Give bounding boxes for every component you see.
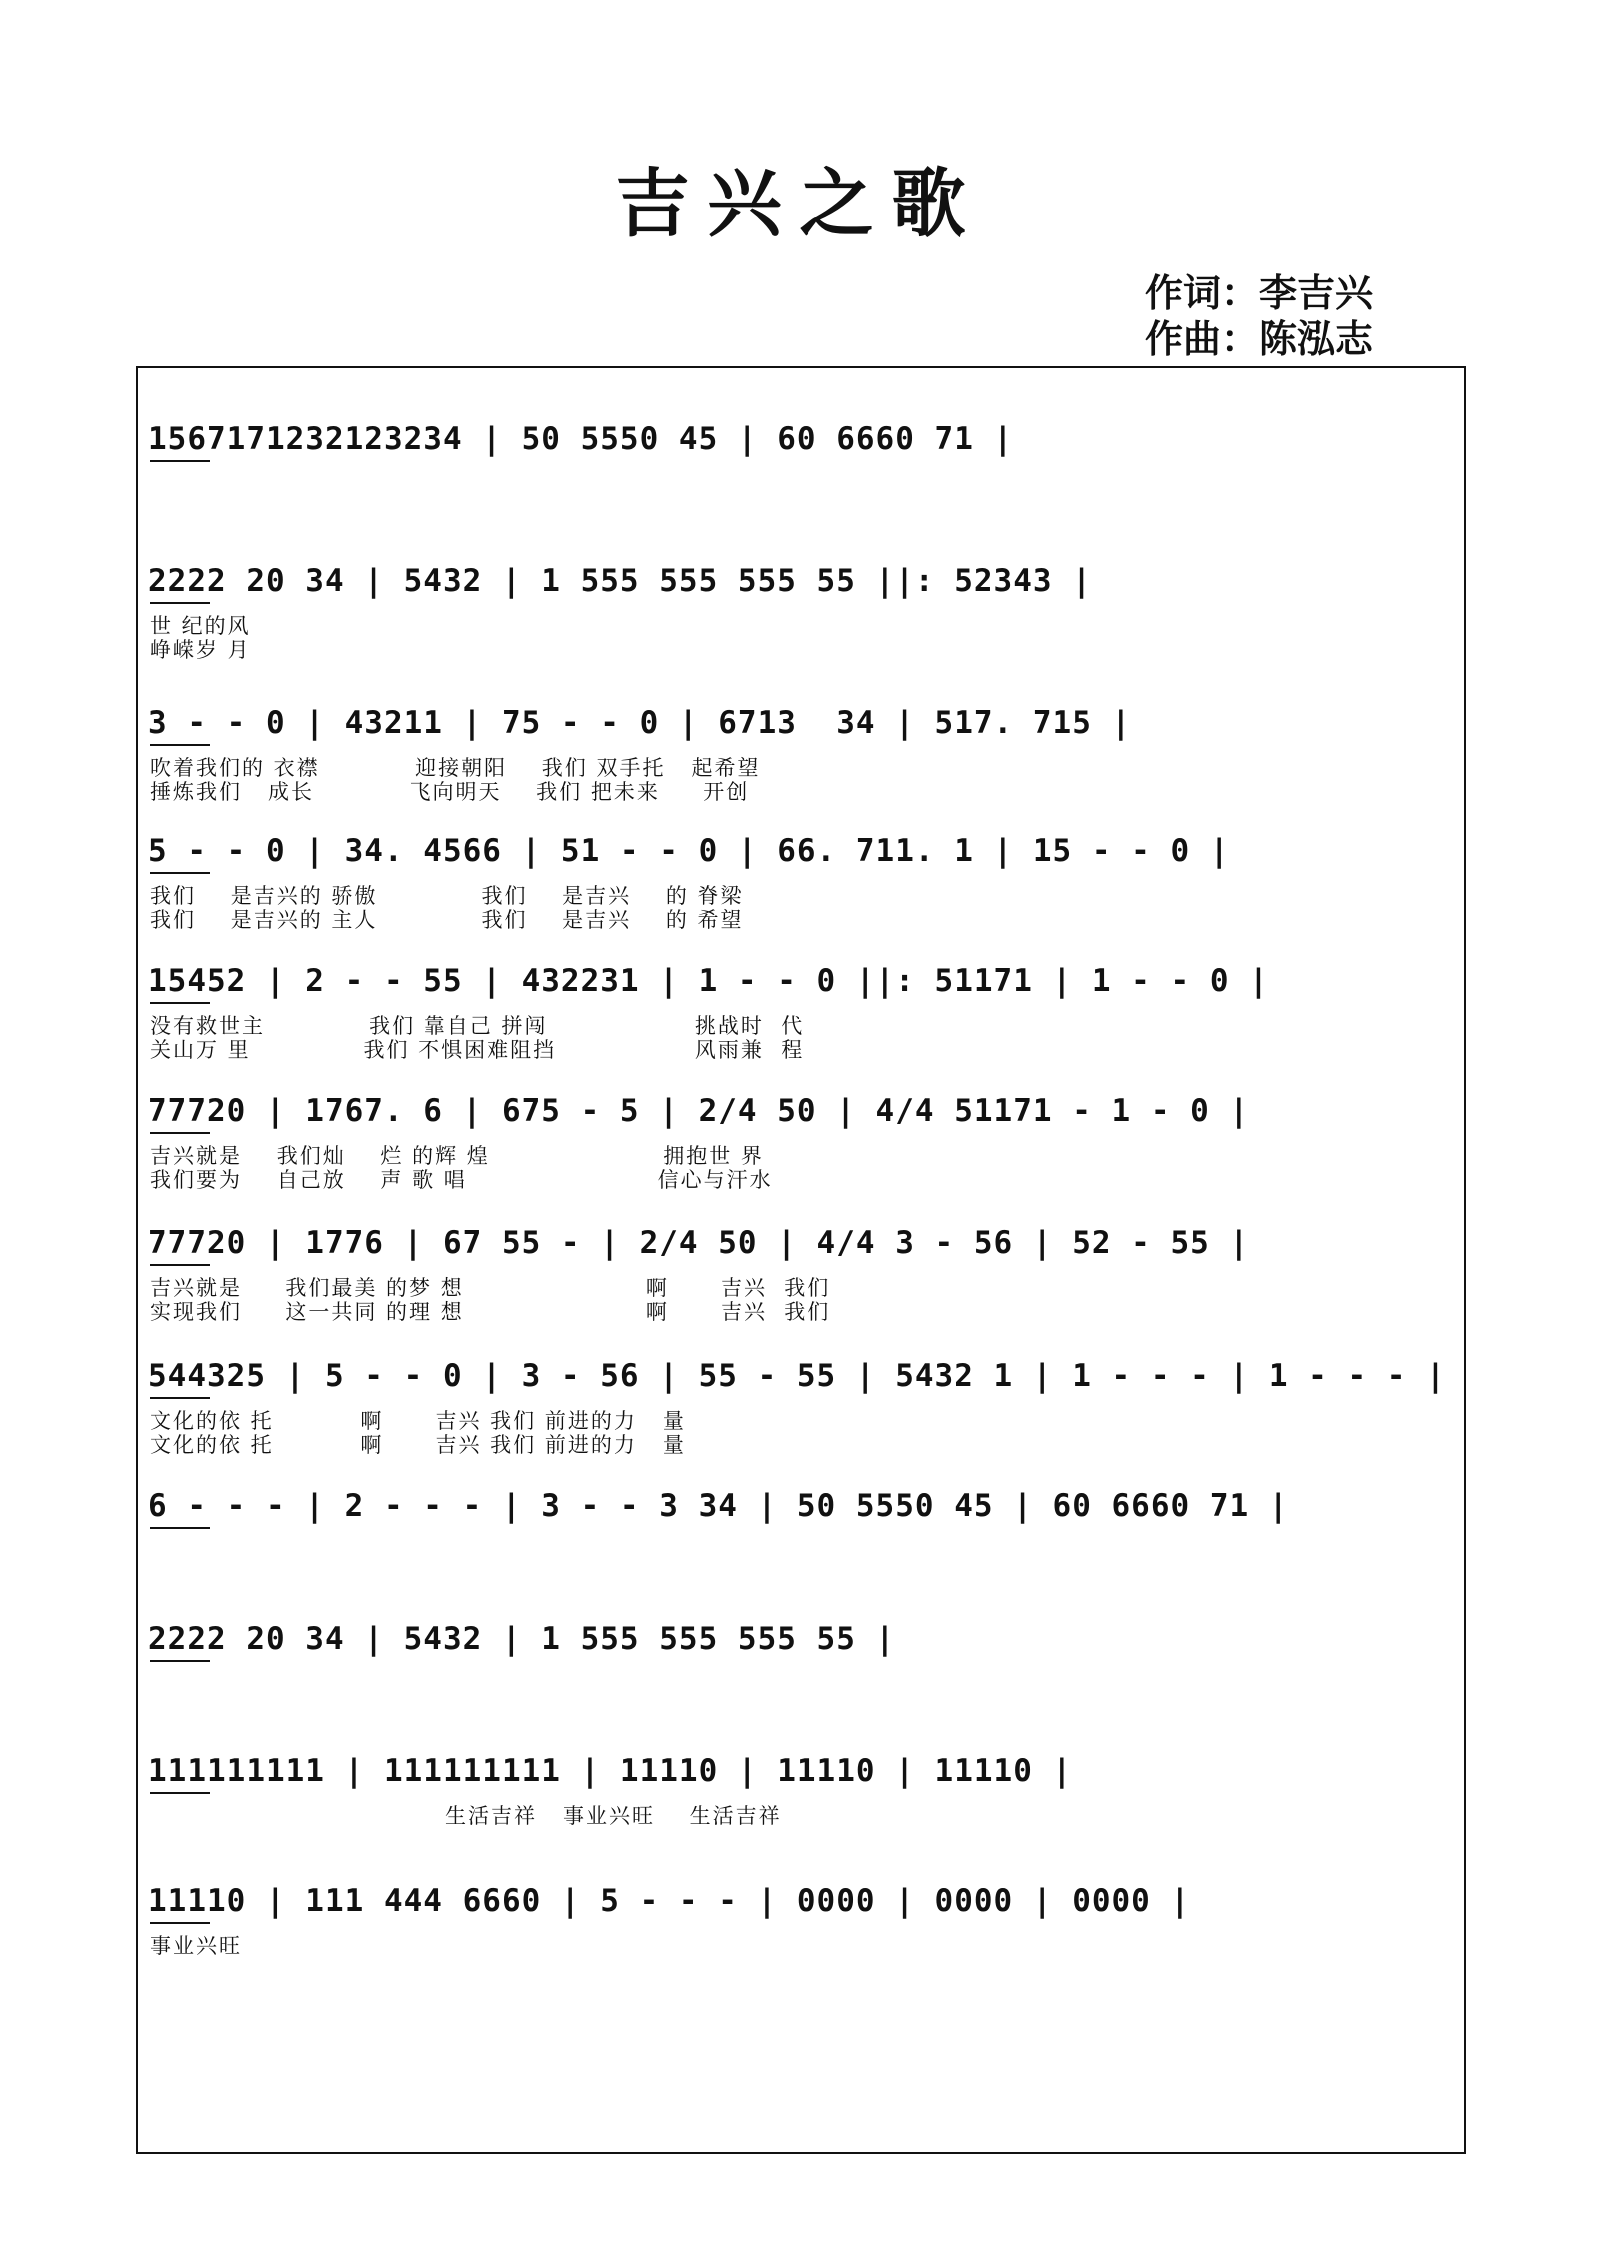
composer-credit: 作曲：陈泓志 (1145, 317, 1374, 361)
notation-line: 3 - - 0 | 43211 | 75 - - 0 | 6713 34 | 517. 715 | (148, 705, 1132, 741)
notation-line: 6 - - - | 2 - - - | 3 - - 3 34 | 50 5550 45 | 60 6660 71 | (148, 1488, 1289, 1524)
lyric-line: 捶炼我们 成长 飞向明天 我们 把未来 开创 (150, 780, 750, 804)
notation-line: 15452 | 2 - - 55 | 432231 | 1 - - 0 ||: 51171 | 1 - - 0 | (148, 963, 1269, 999)
lyric-line: 生活吉祥 事业兴旺 生活吉祥 (150, 1804, 782, 1828)
score-frame (136, 366, 1466, 2154)
notation-line: 544325 | 5 - - 0 | 3 - 56 | 55 - 55 | 5432 1 | 1 - - - | 1 - - - | (148, 1358, 1446, 1394)
beam-mark (150, 602, 210, 604)
lyric-line: 世 纪的风 (150, 614, 251, 638)
lyric-line: 吉兴就是 我们最美 的梦 想 啊 吉兴 我们 (150, 1276, 831, 1300)
beam-mark (150, 1264, 210, 1266)
beam-mark (150, 1002, 210, 1004)
notation-line: 11110 | 111 444 6660 | 5 - - - | 0000 | 0000 | 0000 | (148, 1883, 1191, 1919)
lyric-line: 吉兴就是 我们灿 烂 的辉 煌 拥抱世 界 (150, 1144, 764, 1168)
lyric-line: 我们 是吉兴的 主人 我们 是吉兴 的 希望 (150, 908, 744, 932)
beam-mark (150, 1922, 210, 1924)
notation-line: 1567171232123234 | 50 5550 45 | 60 6660 71 | (148, 421, 1014, 457)
beam-mark (150, 744, 210, 746)
lyric-line: 峥嵘岁 月 (150, 638, 251, 662)
notation-line: 77720 | 1776 | 67 55 - | 2/4 50 | 4/4 3 - 56 | 52 - 55 | (148, 1225, 1250, 1261)
lyric-line: 我们要为 自己放 声 歌 唱 信心与汗水 (150, 1168, 773, 1192)
beam-mark (150, 460, 210, 462)
notation-line: 111111111 | 111111111 | 11110 | 11110 | 11110 | (148, 1753, 1073, 1789)
lyric-line: 吹着我们的 衣襟 迎接朝阳 我们 双手托 起希望 (150, 756, 761, 780)
notation-line: 2222 20 34 | 5432 | 1 555 555 555 55 ||: 52343 | (148, 563, 1092, 599)
lyric-line: 关山万 里 我们 不惧困难阻挡 风雨兼 程 (150, 1038, 805, 1062)
lyric-line: 没有救世主 我们 靠自己 拼闯 挑战时 代 (150, 1014, 805, 1038)
lyric-line: 文化的依 托 啊 吉兴 我们 前进的力 量 (150, 1409, 686, 1433)
notation-line: 77720 | 1767. 6 | 675 - 5 | 2/4 50 | 4/4 51171 - 1 - 0 | (148, 1093, 1250, 1129)
beam-mark (150, 1792, 210, 1794)
lyric-line: 文化的依 托 啊 吉兴 我们 前进的力 量 (150, 1433, 686, 1457)
beam-mark (150, 1132, 210, 1134)
song-title: 吉兴之歌 (615, 161, 984, 247)
beam-mark (150, 1397, 210, 1399)
notation-line: 5 - - 0 | 34. 4566 | 51 - - 0 | 66. 711. 1 | 15 - - 0 | (148, 833, 1230, 869)
beam-mark (150, 1527, 210, 1529)
beam-mark (150, 872, 210, 874)
lyricist-credit: 作词：李吉兴 (1145, 271, 1374, 315)
lyric-line: 事业兴旺 (150, 1934, 242, 1958)
lyric-line: 我们 是吉兴的 骄傲 我们 是吉兴 的 脊梁 (150, 884, 744, 908)
notation-line: 2222 20 34 | 5432 | 1 555 555 555 55 | (148, 1621, 896, 1657)
lyric-line: 实现我们 这一共同 的理 想 啊 吉兴 我们 (150, 1300, 831, 1324)
beam-mark (150, 1660, 210, 1662)
